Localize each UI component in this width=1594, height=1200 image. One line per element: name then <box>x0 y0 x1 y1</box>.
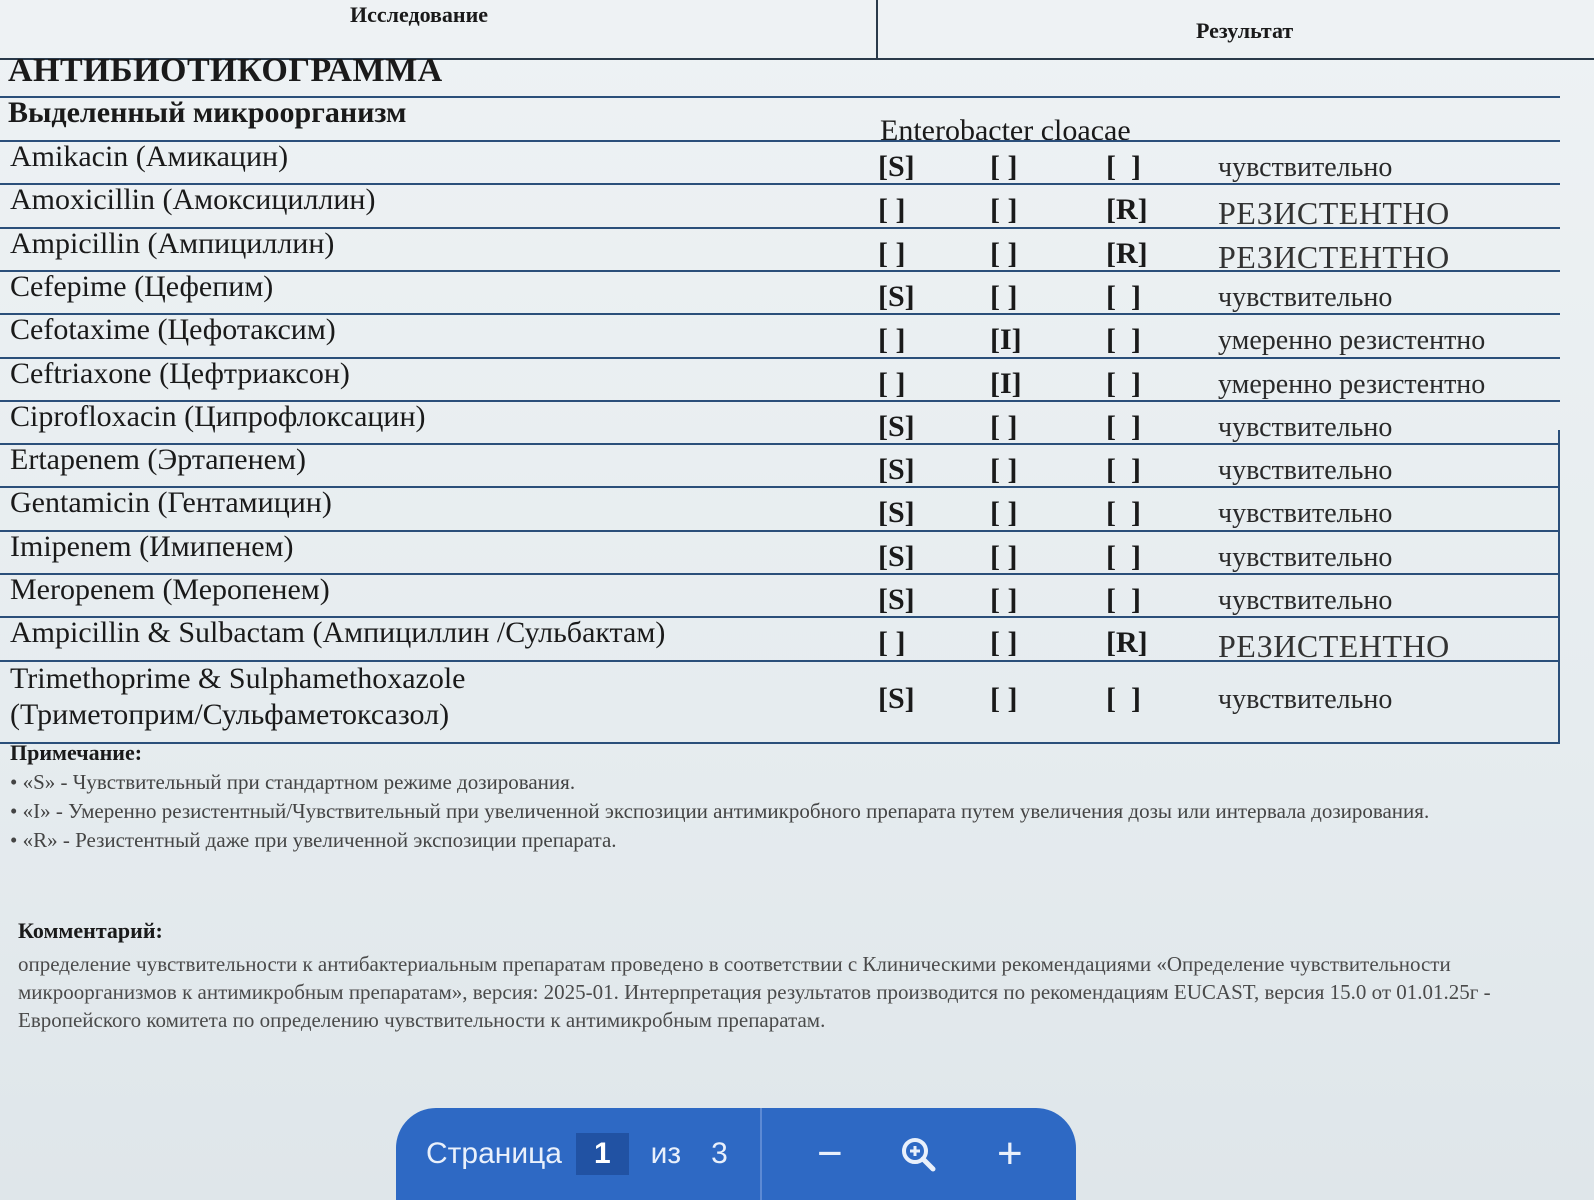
antibiotic-name-line2: (Триметоприм/Сульфаметоксазол) <box>10 697 450 731</box>
resistant-mark: [ ] <box>1106 681 1141 715</box>
table-row <box>0 530 1594 574</box>
table-row <box>0 226 1594 275</box>
header-study-cell <box>0 0 878 58</box>
intermediate-mark: [I] <box>990 366 1022 400</box>
plus-icon: + <box>997 1129 1023 1178</box>
intermediate-mark: [ ] <box>990 453 1018 487</box>
table-row <box>0 400 1594 444</box>
header-study-label: Исследование <box>350 2 489 27</box>
antibiotic-name: Imipenem (Имипенем) <box>10 529 294 563</box>
table-row <box>0 313 1594 357</box>
table-row <box>0 573 1594 617</box>
zoom-button[interactable] <box>898 1134 942 1174</box>
intermediate-mark: [ ] <box>990 279 1018 313</box>
antibiotic-name: Trimethoprime & Sulphamethoxazole <box>10 661 466 695</box>
resistant-mark: [ ] <box>1106 539 1141 573</box>
sensitive-mark: [ ] <box>878 366 906 400</box>
sensitive-mark: [S] <box>878 583 915 616</box>
interpretation: чувствительно <box>1218 411 1393 443</box>
sensitive-mark: [S] <box>878 539 915 573</box>
note-item: • «R» - Резистентный даже при увеличенной экспозиции препарата. <box>10 828 617 852</box>
page-label: Страница <box>426 1137 562 1170</box>
zoom-in-button[interactable] <box>988 1129 1032 1179</box>
sensitive-mark: [ ] <box>878 626 906 660</box>
sensitive-mark: [ ] <box>878 193 906 227</box>
intermediate-mark: [I] <box>990 323 1022 357</box>
intermediate-mark: [ ] <box>990 236 1018 270</box>
table-row <box>0 660 1594 731</box>
antibiotic-name: Ertapenem (Эртапенем) <box>10 443 306 477</box>
interpretation: чувствительно <box>1218 152 1393 183</box>
interpretation: чувствительно <box>1218 498 1393 530</box>
page-of-label: из <box>650 1137 682 1170</box>
resistant-mark: [ ] <box>1106 279 1141 313</box>
page-navigation-bar <box>396 1108 1076 1200</box>
notes-heading: Примечание: <box>10 740 143 765</box>
section-title: АНТИБИОТИКОГРАММА <box>8 52 443 89</box>
intermediate-mark: [ ] <box>990 681 1018 715</box>
antibiotic-name: Amikacin (Амикацин) <box>10 140 289 173</box>
interpretation: РЕЗИСТЕНТНО <box>1218 238 1450 275</box>
resistant-mark: [ ] <box>1106 453 1141 487</box>
page-total: 3 <box>711 1137 728 1170</box>
note-item: • «S» - Чувствительный при стандартном режиме дозирования. <box>10 770 576 794</box>
resistant-mark: [R] <box>1106 626 1148 660</box>
table-row <box>0 616 1594 665</box>
resistant-mark: [ ] <box>1106 366 1141 400</box>
sensitive-mark: [S] <box>878 409 915 443</box>
intermediate-mark: [ ] <box>990 626 1018 660</box>
sensitive-mark: [S] <box>878 150 915 183</box>
interpretation: РЕЗИСТЕНТНО <box>1218 628 1450 665</box>
interpretation: умеренно резистентно <box>1218 368 1486 400</box>
table-header <box>0 0 1594 60</box>
interpretation: умеренно резистентно <box>1218 325 1486 357</box>
sensitive-mark: [S] <box>878 681 915 715</box>
header-result-label: Результат <box>1196 18 1294 43</box>
antibiotic-name: Ceftriaxone (Цефтриаксон) <box>10 356 350 390</box>
sensitive-mark: [S] <box>878 279 915 313</box>
table-row <box>0 140 1594 184</box>
pager-separator <box>760 1108 762 1200</box>
intermediate-mark: [ ] <box>990 150 1018 183</box>
table-row <box>0 443 1594 487</box>
intermediate-mark: [ ] <box>990 409 1018 443</box>
antibiotic-name: Ampicillin & Sulbactam (Ампициллин /Сульбактам) <box>10 616 666 650</box>
organism-value: Enterobacter cloacae <box>880 114 1131 147</box>
interpretation: чувствительно <box>1218 541 1393 573</box>
intermediate-mark: [ ] <box>990 583 1018 616</box>
resistant-mark: [ ] <box>1106 409 1141 443</box>
comment-text: определение чувствительности к антибактериальным препаратам проведено в соответствии с Клиническими рекомендациями «Определение чувствительности микроорганизмов к антимикробным препаратам», версия: 2025-01. Интерпретация результатов производится по рекомендациям EUCAST, версия 15.0 от 01.01.25г - Европейского комитета по определению чувствительности к антимикробным препаратам. <box>18 952 1491 1032</box>
antibiotic-name: Cefotaxime (Цефотаксим) <box>10 313 336 347</box>
antibiotic-name: Cefepime (Цефепим) <box>10 269 274 303</box>
comment-section <box>18 918 1538 1034</box>
table-row <box>0 486 1594 530</box>
sensitive-mark: [ ] <box>878 236 906 270</box>
intermediate-mark: [ ] <box>990 539 1018 573</box>
antibiotic-name: Amoxicillin (Амоксициллин) <box>10 183 376 217</box>
antibiotic-name: Ampicillin (Ампициллин) <box>10 226 335 260</box>
interpretation: РЕЗИСТЕНТНО <box>1218 195 1450 232</box>
resistant-mark: [R] <box>1106 236 1148 270</box>
interpretation: чувствительно <box>1218 281 1393 313</box>
resistant-mark: [ ] <box>1106 323 1141 357</box>
sensitive-mark: [S] <box>878 453 915 487</box>
antibiotic-name: Ciprofloxacin (Ципрофлоксацин) <box>10 399 426 433</box>
intermediate-mark: [ ] <box>990 193 1018 227</box>
interpretation: чувствительно <box>1218 455 1393 487</box>
resistant-mark: [ ] <box>1106 583 1141 616</box>
sensitive-mark: [S] <box>878 496 915 530</box>
intermediate-mark: [ ] <box>990 496 1018 530</box>
interpretation: чувствительно <box>1218 683 1393 715</box>
resistant-mark: [ ] <box>1106 496 1141 530</box>
minus-icon: − <box>817 1129 843 1178</box>
table-row <box>0 357 1594 401</box>
zoom-out-button[interactable] <box>808 1129 852 1179</box>
note-item: • «I» - Умеренно резистентный/Чувствительный при увеличенной экспозиции антимикробного препарата путем увеличения дозы или интервала дозирования. <box>10 799 1430 823</box>
organism-label: Выделенный микроорганизм <box>8 96 407 129</box>
interpretation: чувствительно <box>1218 585 1393 616</box>
sensitive-mark: [ ] <box>878 323 906 357</box>
antibiotic-name: Gentamicin (Гентамицин) <box>10 486 332 520</box>
zoom-icon <box>898 1134 938 1174</box>
comment-heading: Комментарий: <box>18 918 163 943</box>
table-row <box>0 270 1594 314</box>
resistant-mark: [ ] <box>1106 150 1141 183</box>
resistant-mark: [R] <box>1106 193 1148 227</box>
table-row <box>0 183 1594 232</box>
notes-section <box>10 740 1570 853</box>
table-right-border <box>1558 430 1560 742</box>
page-number-input[interactable]: 1 <box>576 1133 629 1175</box>
antibiotic-name: Meropenem (Меропенем) <box>10 573 330 606</box>
